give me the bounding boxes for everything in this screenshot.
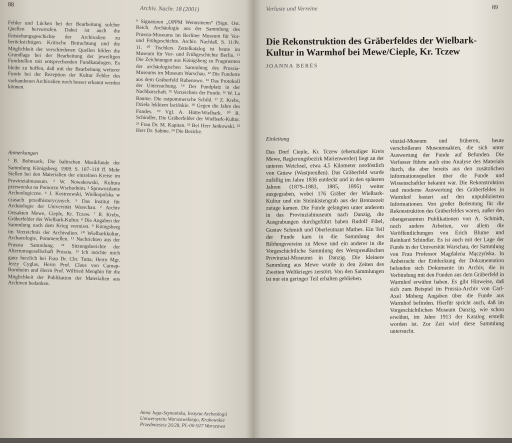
body-column-2: vinzial-Museum und früheren, heute verschollenen Museumsakten, die sich unter Auswertung der Funde auf Befunden. Die Verfasser führte auch eine Analyse des Materials durch, die aber bereits aus den zusätzlichen Informationsquellen über die Funde und Wissenschaftler bekannt war. Die Rekonstruktion und moderne Auswertung des Gräberfeldes in Warmhof basiert auf den unpublizierten Informationen. Von großer Bedeutung für die Rekonstruktion des Gräberfeldes waren, außer den obengenannten Publikationen von A. Schmidt, noch andere Arbeiten, vor allem die Veröffentlichungen von Erich Blume und Reinhard Schindler. Es ist auch mit der Lage der Funde in der Universität Warschau, der Sammlung von Frau Professor Magdalena Mączyńska. In Anbetracht der Entdeckung der Dokumentation befanden sich Dokumente im Archiv, die in Verbindung mit den Funden aus dem Gräberfeld in Warmhof erwähnt haben. Es gibt Hinweise, daß sich zum Beispiel im Prussia-Archiv von Carl-Axel Moberg Angaben über die Funde aus Warmhof befinden. Hierfür spricht auch, daß im Vorgeschichtlichen Museum Danzig, wie schon erwähnt, im Jahre 1913 der Katalog erstellt worden ist. Zur Zeit wird diese Sammlung untersucht. [390,138,504,336]
author-address: Anna Juga-Szymańska, Instytut Archeologii Uniwersytetu Warszawskiego, Krakowskie Przedmieście 26/28, PL-00-927 Warszawa [140,410,228,430]
footnotes-column-2 [136,19,240,137]
right-page-number: 89 [492,5,498,12]
article-author: JOANNA BERES [266,63,319,70]
footnotes-heading: Anmerkungen [8,150,38,157]
section-heading: Einleitung [266,136,290,143]
right-page [258,0,512,440]
right-running-title: Verluste und Verreine [266,6,318,13]
footnotes-block [8,150,120,290]
body-column-1: Das Dorf Cieple, Kr. Tczew (ehemaliger Kreis Mewe, Regierungsbezirk Marienwerder) liegt an der unteren Weichsel, etwa 4,5 Kilometer nordöstlich von Gniew (Westpreußen). Das Gräberfeld wurde zufällig im Jahre 1836 entdeckt und in den späteren Jahren (1879–1883, 1885, 1895) weiter ausgegraben, wobei 176 Gräber der Wielbark-Kultur und ein Steinkistengrab aus der Bronzezeit zutage kamen. Die Funde gelangten unter anderem in das Provinzialmuseum nach Danzig, die Ausgrabungen durchgeführt haben Rudolf Fibel, Gustav Schmidt und Oberleutnant Mathes. Ein Teil der Funde kam in die Sammlung des Bildungsvereins zu Mewe und ein anderer in die Vorgeschichtliche Sammlung des Westpreußischen Provinzial-Museums in Danzig. Die kleinere Sammlung aus Mewe wurde in den Zeiten des Zweiten Weltkrieges zerstört. Von den Sammlungen ist nur ein geringer Teil erhalten geblieben. [266,148,384,283]
footnotes-text-2: ⁹ Signaturen „OPPM Wennsmenn“ (Sign. Ost. Reich. Archäologie aus der Sammlung des Prussia-Museums im Berliner Museum für Vor- und Frühgeschichte. Archiv. Nachlaß. S. 11/Pr. 11. ¹⁰ Tischlers Zettelkatalog ist heute im Museum für Vor- und Frühgeschichte Berlin. ¹¹ Die Zeichnungen aus Königsberg zu Fragmenten der archäologischen Sammlung des Prussia-Museums im Museum Warschau. ¹² Die Fundorte aus dem Gräberfeld Rubenowo. ¹³ Das Protokoll der Untersuchung. ¹⁴ Der Fundplatz in der Nachbarschaft. ¹⁵ Verzeichnis der Funde. ¹⁶ W. La Baume. Die ostpommersche Schild. ¹⁷ Z. Krebs, Dzieła lekkiem łacińskie. ¹⁸ Gegen die Jahre des Fundes. ¹⁹ Vgl. A. Hütte/Wielbark. ²⁰ R. Schindler, Die Gräberfelder der Wielbark-Kultur. ²¹ Frau Dr. M. Kapitan. ²² Bei Herr Jankowski. ²³ Herr Dr. Sabine. ²⁴ Die Bezirke. [136,18,240,136]
article-title: Die Rekonstruktion des Gräberfeldes der Wielbark-Kultur in Warmhof bei Mewe/Cieple, Kr. Tczew [266,36,477,60]
footnotes-text: ¹ B. Bohnsack, Die baltischen Musikfunde der Sammlung Königsberg. 1909. S. 107–119 ff. Mehr Stellen bei den Materialien der einzelnen Kreise im Provinzialmuseum. ² W. Nowakowski, Kultura przeworska na Pomorzu Wschodnim. ³ Sprawozdanie Archeologiczne. ⁴ J. Kostrzewski, Wielkopolska w czasach przedhistorycznych. ⁵ Das Institut für Archäologie der Universität Warschau. ⁶ Archiv Ortsakten Mewe, Cieple, Kr. Tczew. ⁷ R. Krebs, Gräberfelder der Wielbark-Kultur. ⁸ Die Angaben der Sammlung nach dem Krieg vermisst. ⁹ Königsberg im Verzeichnis der Archivalien. ¹⁰ Wielbarkkultur, Archaeologie, Pommerellen. ¹¹ Nachrichten aus der Prussia Sammlung. ¹² Sitzungsberichte der Altertumsgesellschaft Prussia. ¹³ Ich möchte mich ganz herzlich bei Frau Dr. Chr. Tutta, Herrn Mgr. Jerzy Cyglas, Herrn Prof. Claus von Carnap-Bornheim und Herrn Prof. Wilfried Menghin für die Möglichkeit der Publikation der Materialien aus Archiven bedanken. [8,158,120,288]
left-page [0,0,252,443]
left-running-title: Archiv. Nachr. 18 (2001) [140,5,200,14]
left-page-number: 88 [8,2,14,9]
footnotes-column-1 [8,20,120,94]
closing-paragraph: Fehler und Lücken bei der Bearbeitung solcher Quellen hervorrufen. Dabei ist auch die Entstehungsgeschichte der Archivalien zu berücksichtigen. Kritische Betrachtung und die Möglichkeit der verschiedenen Quellen bilden die Grundlage bei der Bearbeitung der jeweiligen Fundstellen mit entsprechenden Fundkatalogen. Es bleibt zu hoffen, daß mit der Bearbeitung weiterer Funde bei der Rezeption der Kultur Fehler des vorhandenen Archivalien noch besser erkannt werden können. [8,20,120,91]
